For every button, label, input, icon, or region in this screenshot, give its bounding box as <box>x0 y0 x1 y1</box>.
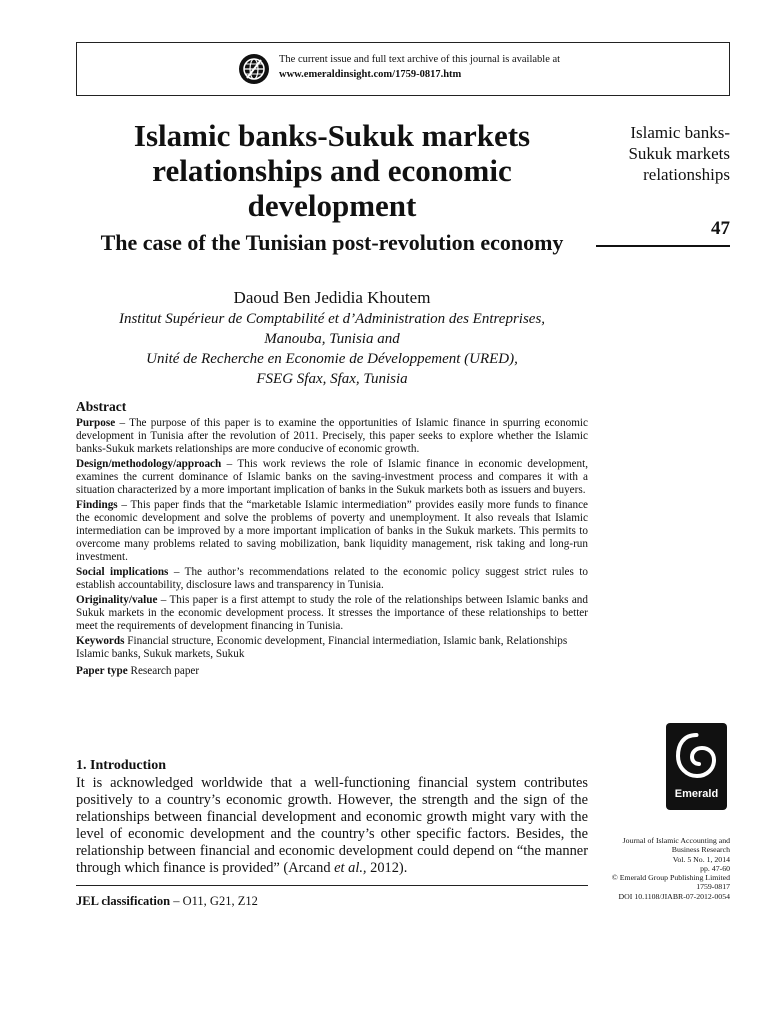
emerald-swirl-icon <box>666 723 727 793</box>
abstract-design <box>76 458 588 497</box>
abstract-label: Findings <box>76 499 118 511</box>
abstract-text: Research paper <box>127 665 200 677</box>
abstract-findings <box>76 499 588 564</box>
affiliation-line: FSEG Sfax, Sfax, Tunisia <box>256 371 408 387</box>
abstract-section <box>76 400 588 680</box>
abstract-originality <box>76 594 588 633</box>
introduction-heading: 1. Introduction <box>76 758 166 773</box>
emerald-globe-icon <box>238 53 270 85</box>
abstract-text: – This paper finds that the “marketable Islamic intermediation” provides easily more funds to finance the economic development and solve the problems of poverty and unemployment. It also reveals that Islamic intermediation can be improved by a more important implication of banks in the Sukuk markets. This permits to overcome many problems related to saving mobilization, bank liquidity management, risk taking and long-run investment. <box>76 499 588 563</box>
abstract-label: Purpose <box>76 417 116 429</box>
abstract-label: Keywords <box>76 635 125 647</box>
journal-info-line: pp. 47-60 <box>700 863 730 873</box>
running-head <box>596 122 730 185</box>
author-name: Daoud Ben Jedidia Khoutem <box>233 288 431 307</box>
emerald-logo-text: Emerald <box>674 788 719 800</box>
running-head-line: Sukuk markets <box>628 144 730 163</box>
journal-info-line: Business Research <box>671 845 730 855</box>
affiliation-line: Manouba, Tunisia and <box>264 331 400 347</box>
abstract-label: Design/methodology/approach <box>76 458 222 470</box>
abstract-text: – The purpose of this paper is to examine the opportunities of Islamic finance in spurring economic development in Tunisia after the revolution of 2011. Precisely, this paper seeks to explore whether the Islamic banks-Sukuk markets relationships are more conducive of economic growth. <box>76 417 588 455</box>
jel-classification <box>76 894 258 909</box>
jel-codes: – O11, G21, Z12 <box>170 894 258 908</box>
abstract-text: – This paper is a first attempt to study the role of the relationships between Islamic banks and Sukuk markets in the economic development process. It stresses the importance of these relationships to better meet the requirements of development financing in Tunisia. <box>76 594 588 632</box>
intro-text: 2012). <box>366 860 408 876</box>
affiliation-line: Institut Supérieur de Comptabilité et d’Administration des Entreprises, <box>118 311 546 327</box>
journal-info-line: 1759-0817 <box>696 882 730 892</box>
abstract-label: Social implications <box>76 566 169 578</box>
journal-url-link[interactable]: www.emeraldinsight.com/1759-0817.htm <box>279 69 462 80</box>
running-head-line: Islamic banks- <box>630 123 730 142</box>
abstract-label: Originality/value <box>76 594 158 606</box>
abstract-purpose <box>76 417 588 456</box>
abstract-social <box>76 566 588 592</box>
abstract-keywords <box>76 635 588 661</box>
running-head-line: relationships <box>643 165 730 184</box>
intro-text: It is acknowledged worldwide that a well-functioning financial system contributes positively to a country’s economic growth. However, the strength and the sign of the relationships between financial development and economic growth might vary with the level of economic development and the country’s other specific factors. Besides, the relationship between financial and economic development could depend on “the manner through which finance is provided” (Arcand <box>76 775 588 876</box>
abstract-label: Paper type <box>76 665 128 677</box>
abstract-text: – This work reviews the role of Islamic finance in economic development, examines the current dominance of Islamic banks on the saving-investment process and compares it with a situation characterized by a more important implication of banks in the Sukuk markets both as issuers and buyers. <box>76 458 588 496</box>
abstract-text: Financial structure, Economic development, Financial intermediation, Islamic bank, Relationships Islamic banks, Sukuk markets, Sukuk <box>76 635 568 660</box>
journal-doi[interactable]: DOI 10.1108/JIABR-07-2012-0054 <box>618 891 730 901</box>
introduction-section <box>76 758 588 877</box>
journal-info-line: Journal of Islamic Accounting and <box>622 836 730 845</box>
page-number-rule <box>596 245 730 247</box>
paper-title: Islamic banks-Sukuk markets relationships and economic development <box>133 118 531 223</box>
journal-info-line: © Emerald Group Publishing Limited <box>611 873 730 883</box>
introduction-paragraph <box>76 775 588 877</box>
abstract-paper-type <box>76 665 588 678</box>
affiliation-line: Unité de Recherche en Economie de Développement (URED), <box>146 351 518 367</box>
abstract-heading: Abstract <box>76 399 127 414</box>
journal-info <box>596 836 730 901</box>
access-notice-text: The current issue and full text archive of this journal is available at <box>279 54 561 65</box>
intro-citation-etal: et al., <box>334 860 367 876</box>
footnote-rule <box>76 885 588 886</box>
page-number: 47 <box>711 218 730 239</box>
author-affiliation <box>76 309 588 389</box>
journal-info-line: Vol. 5 No. 1, 2014 <box>672 854 730 864</box>
jel-label: JEL classification <box>76 894 171 908</box>
abstract-text: – The author’s recommendations related to the economic policy suggest strict rules to establish accountability, disclosure laws and transparency in Tunisia. <box>76 566 588 591</box>
paper-subtitle: The case of the Tunisian post-revolution economy <box>100 230 564 255</box>
